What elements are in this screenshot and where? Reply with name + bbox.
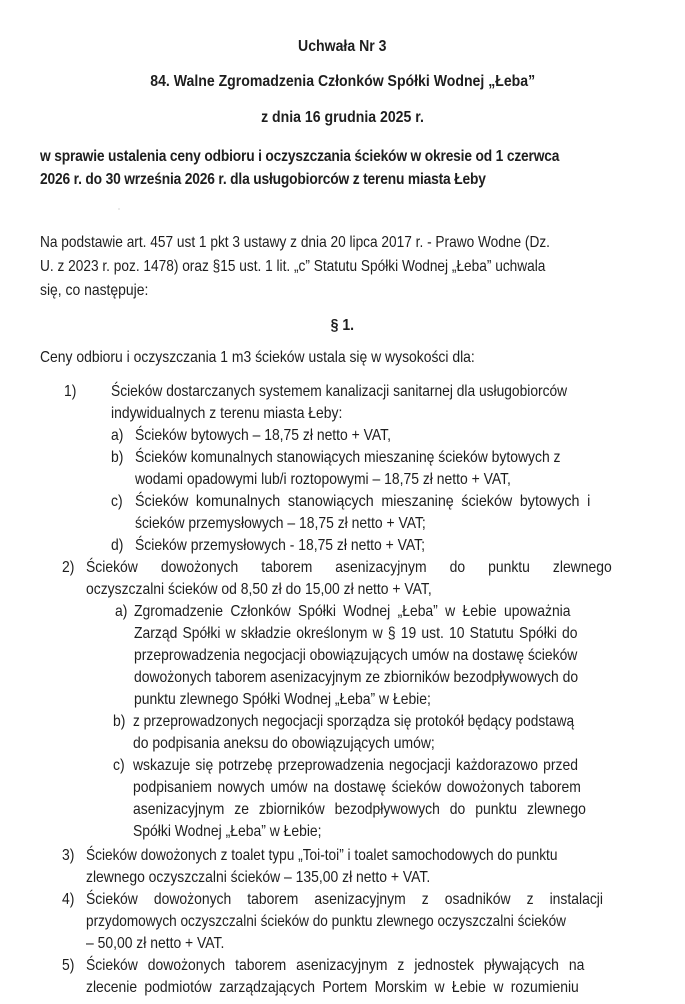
sub-marker: a) xyxy=(115,603,128,620)
resolution-date-text: z dnia 16 grudnia 2025 r. xyxy=(261,109,424,126)
resolution-subject-line-2: 2026 r. do 30 września 2026 r. dla usługobiorców z terenu miasta Łeby xyxy=(40,171,486,188)
scan-artifact xyxy=(118,208,120,210)
list-marker: 3) xyxy=(62,847,75,864)
list-item-line: Ścieków dowożonych taborem asenizacyjnym z osadników z instalacji xyxy=(86,891,603,908)
sub-item-line: Zgromadzenie Członków Spółki Wodnej „Łeba” w Łebie upoważnia xyxy=(134,603,571,620)
list-marker: 2) xyxy=(62,559,75,576)
sub-item-line: Zarząd Spółki w składzie określonym w § 19 ust. 10 Statutu Spółki do xyxy=(134,625,578,642)
list-item-line: oczyszczalni ścieków od 8,50 zł do 15,00 zł netto + VAT, xyxy=(86,581,432,598)
sub-item-line: ścieków przemysłowych – 18,75 zł netto + VAT; xyxy=(135,515,426,532)
resolution-issuer xyxy=(0,72,685,92)
list-item-line: indywidualnych z terenu miasta Łeby: xyxy=(111,405,343,422)
sub-item-line: Ścieków bytowych – 18,75 zł netto + VAT, xyxy=(135,427,391,444)
list-item-line: Ścieków dostarczanych systemem kanalizacji sanitarnej dla usługobiorców xyxy=(111,383,568,400)
sub-item-line: wodami opadowymi lub/i roztopowymi – 18,75 zł netto + VAT, xyxy=(135,471,511,488)
list-item-line: – 50,00 zł netto + VAT. xyxy=(86,935,225,952)
list-item-line: Ścieków dowożonych taborem asenizacyjnym z jednostek pływających na xyxy=(86,957,585,974)
list-item-line: zlecenie podmiotów zarządzających Portem Morskim w Łebie w rozumieniu xyxy=(86,979,579,996)
sub-item-line: punktu zlewnego Spółki Wodnej „Łeba” w Łebie; xyxy=(134,691,431,708)
preamble-line-2: U. z 2023 r. poz. 1478) oraz §15 ust. 1 lit. „c” Statutu Spółki Wodnej „Łeba” uchwala xyxy=(40,258,546,275)
list-item-line: Ścieków dowożonych taborem asenizacyjnym do punktu zlewnego xyxy=(86,559,612,576)
sub-item-line: przeprowadzenia negocjacji obowiązujących umów na dostawę ścieków xyxy=(134,647,578,664)
list-item-line: przydomowych oczyszczalni ścieków do punktu zlewnego oczyszczalni ścieków xyxy=(86,913,566,930)
list-marker: 1) xyxy=(64,383,77,400)
sub-marker: d) xyxy=(111,537,124,554)
resolution-title xyxy=(0,37,685,57)
list-item-line: Ścieków dowożonych z toalet typu „Toi-toi” i toalet samochodowych do punktu xyxy=(86,847,558,864)
sub-item-line: Spółki Wodnej „Łeba” w Łebie; xyxy=(133,823,322,840)
list-marker: 5) xyxy=(62,957,75,974)
resolution-title-text: Uchwała Nr 3 xyxy=(298,38,387,55)
sub-item-line: Ścieków komunalnych stanowiących mieszaninę ścieków bytowych z xyxy=(135,449,561,466)
sub-item-line: dowożonych taborem asenizacyjnym ze zbiorników bezodpływowych do xyxy=(134,669,579,686)
sub-item-line: do podpisania aneksu do obowiązujących umów; xyxy=(133,735,435,752)
sub-item-line: asenizacyjnym ze zbiorników bezodpływowych do punktu zlewnego xyxy=(133,801,586,818)
sub-item-line: Ścieków komunalnych stanowiących mieszaninę ścieków bytowych i xyxy=(135,493,591,510)
list-marker: 4) xyxy=(62,891,75,908)
sub-item-line: z przeprowadzonych negocjacji sporządza się protokół będący podstawą xyxy=(133,713,575,730)
resolution-subject-line-1: w sprawie ustalenia ceny odbioru i oczyszczania ścieków w okresie od 1 czerwca xyxy=(40,148,560,165)
preamble-line-1: Na podstawie art. 457 ust 1 pkt 3 ustawy z dnia 20 lipca 2017 r. - Prawo Wodne (Dz. xyxy=(40,234,550,251)
sub-marker: c) xyxy=(111,493,123,510)
section-heading-text: § 1. xyxy=(330,317,355,334)
sub-item-line: podpisaniem nowych umów na dostawę ścieków dowożonych taborem xyxy=(133,779,581,796)
sub-marker: a) xyxy=(111,427,124,444)
list-item-line: zlewnego oczyszczalni ścieków – 135,00 zł netto + VAT. xyxy=(86,869,431,886)
sub-marker: c) xyxy=(113,757,125,774)
sub-item-line: wskazuje się potrzebę przeprowadzenia negocjacji każdorazowo przed xyxy=(133,757,579,774)
resolution-date xyxy=(0,108,685,128)
section-heading xyxy=(0,316,685,336)
section-intro: Ceny odbioru i oczyszczania 1 m3 ścieków ustala się w wysokości dla: xyxy=(40,349,475,366)
sub-marker: b) xyxy=(111,449,124,466)
sub-marker: b) xyxy=(113,713,126,730)
sub-item-line: Ścieków przemysłowych - 18,75 zł netto + VAT; xyxy=(135,537,425,554)
preamble-line-3: się, co następuje: xyxy=(40,282,149,299)
resolution-issuer-text: 84. Walne Zgromadzenia Członków Spółki Wodnej „Łeba” xyxy=(150,73,535,90)
